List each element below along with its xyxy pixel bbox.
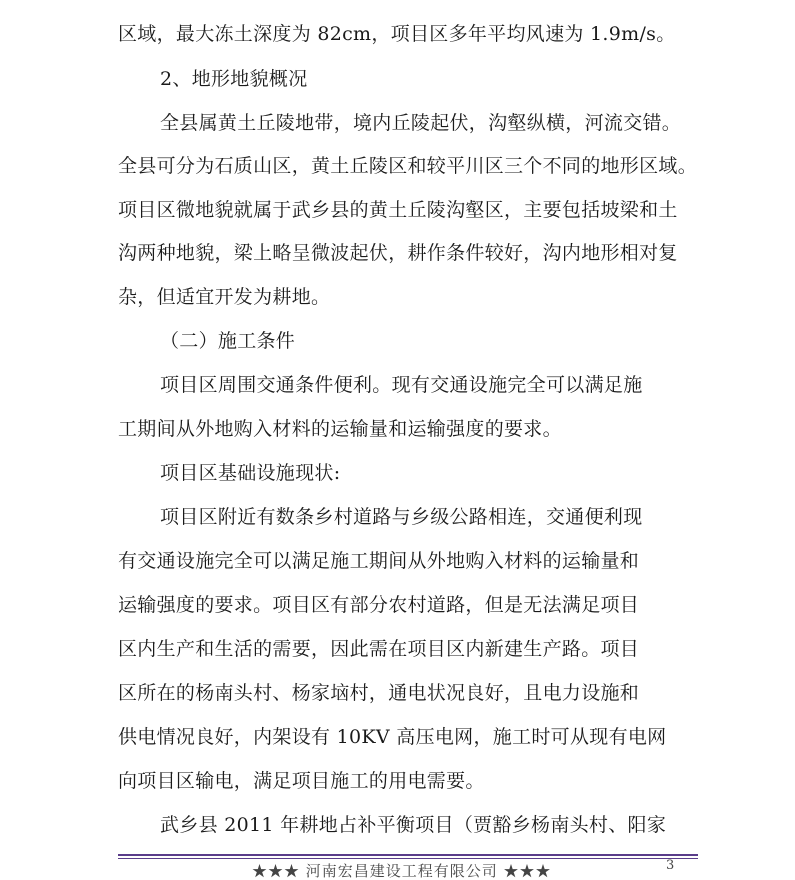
footer-rule — [118, 854, 698, 856]
text-line: 沟两种地貌，梁上略呈微波起伏，耕作条件较好，沟内地形相对复 — [118, 242, 678, 264]
section-heading: 2、地形地貌概况 — [160, 68, 308, 90]
text-line: 区内生产和生活的需要，因此需在项目区内新建生产路。项目 — [118, 638, 640, 660]
text-line: 区域，最大冻土深度为 82cm，项目区多年平均风速为 1.9m/s。 — [118, 23, 676, 45]
text-line: 运输强度的要求。项目区有部分农村道路，但是无法满足项目 — [118, 594, 640, 616]
text-line: 项目区微地貌就属于武乡县的黄土丘陵沟壑区，主要包括坡梁和土 — [118, 199, 678, 221]
text-line: 向项目区输电，满足项目施工的用电需要。 — [118, 770, 485, 792]
text-line: 项目区附近有数条乡村道路与乡级公路相连，交通便利现 — [160, 506, 643, 528]
subheading: 项目区基础设施现状: — [160, 462, 341, 484]
text-line: 有交通设施完全可以满足施工期间从外地购入材料的运输量和 — [118, 550, 640, 572]
section-heading: （二）施工条件 — [160, 330, 296, 352]
text-line: 工期间从外地购入材料的运输量和运输强度的要求。 — [118, 418, 562, 440]
page-number: 3 — [666, 858, 675, 873]
text-line: 供电情况良好，内架设有 10KV 高压电网，施工时可从现有电网 — [118, 726, 667, 748]
text-line: 杂，但适宜开发为耕地。 — [118, 286, 331, 308]
text-line: 全县可分为石质山区，黄土丘陵区和较平川区三个不同的地形区域。 — [118, 155, 698, 177]
footer-rule-thin — [118, 858, 698, 859]
text-line: 区所在的杨南头村、杨家垴村，通电状况良好，且电力设施和 — [118, 682, 640, 704]
footer-company: ★★★ 河南宏昌建设工程有限公司 ★★★ — [252, 862, 552, 880]
text-line: 武乡县 2011 年耕地占补平衡项目（贾豁乡杨南头村、阳家 — [160, 814, 667, 836]
text-line: 项目区周围交通条件便利。现有交通设施完全可以满足施 — [160, 374, 643, 396]
text-line: 全县属黄土丘陵地带，境内丘陵起伏，沟壑纵横，河流交错。 — [160, 112, 682, 134]
